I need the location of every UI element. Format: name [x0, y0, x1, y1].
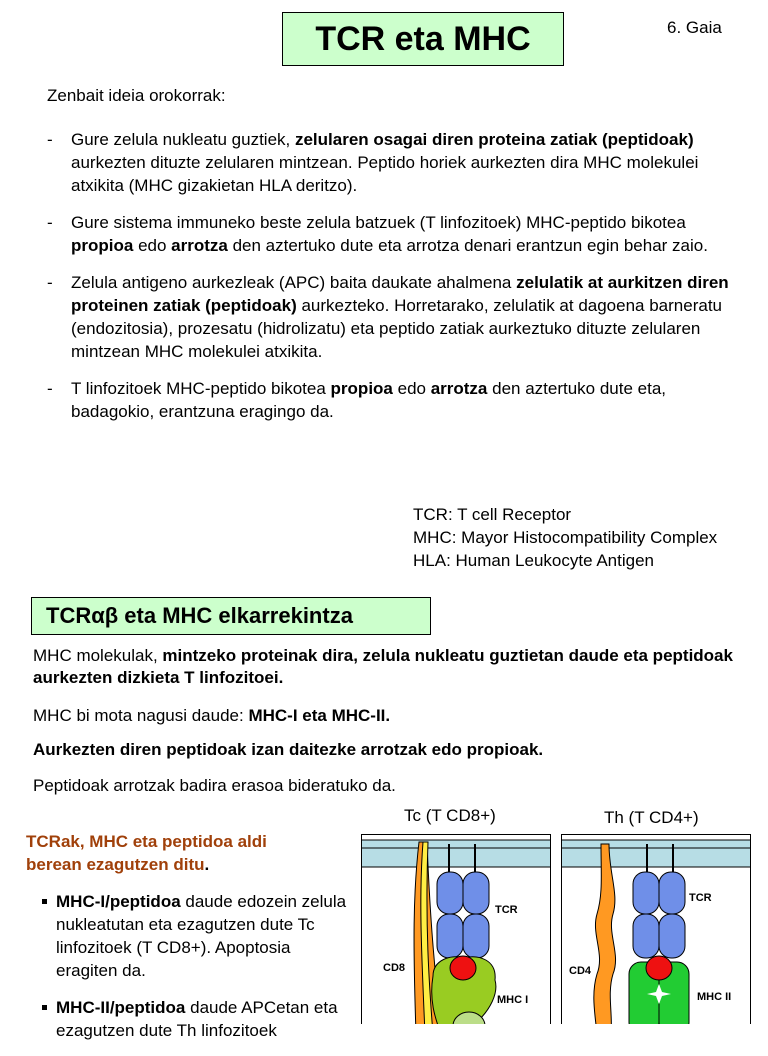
section-title: TCRαβ eta MHC elkarrekintza [31, 597, 431, 635]
recognition-heading-text: TCRak, MHC eta peptidoa aldi berean ezagutzen ditu [26, 832, 267, 874]
peptide [450, 956, 476, 980]
recognition-heading [26, 830, 326, 876]
recognition-list [40, 890, 350, 1056]
idea-item [47, 271, 747, 363]
idea-text-bold: propioa [330, 379, 393, 398]
tcr-label: TCR [495, 904, 518, 916]
idea-text: aurkezteko. Horretarako, zelulatik at dagoena barneratu (endozitosia), prozesatu (hidrolizatu) eta peptido zatiak aurkeztuko dituzte zelularen mintzean MHC molekulei atxikita. [71, 296, 722, 361]
paragraph-bold: MHC-I eta MHC-II. [248, 706, 391, 725]
paragraph-mhc-molecules [33, 645, 753, 689]
list-item-bold: MHC-II/peptidoa [56, 998, 186, 1017]
idea-text-bold: propioa [71, 236, 134, 255]
idea-item [47, 211, 747, 257]
list-item-text: daude edozein zelula nukleatutan eta ezagutzen dute Tc linfozitoek (T CD8+). Apoptosia eragiten da. [56, 892, 347, 980]
ideas-list [47, 128, 747, 437]
cell-membrane [562, 840, 751, 867]
list-item [40, 996, 350, 1042]
idea-text: aurkezten dituzte zelularen mintzean. Peptido horiek aurkezten dira MHC molekulei atxikita (MHC gizakietan HLA deritzo). [71, 153, 699, 195]
tcr-alpha-constant [633, 872, 659, 914]
tcr-beta-variable [659, 914, 685, 958]
idea-text-bold: arrotza [171, 236, 228, 255]
mhc2-label: MHC II [697, 991, 732, 1003]
chapter-label: 6. Gaia [667, 18, 722, 37]
idea-text: Gure sistema immuneko beste zelula batzuek (T linfozitoek) MHC-peptido bikotea [71, 213, 686, 232]
page-title: TCR eta MHC [282, 12, 564, 66]
idea-text: den aztertuko dute eta, badagokio, erantzuna eragingo da. [71, 379, 667, 421]
idea-text: edo [133, 236, 172, 255]
abbr-hla: HLA: Human Leukocyte Antigen [413, 551, 654, 570]
tcr-label: TCR [689, 892, 712, 904]
paragraph-bold: mintzeko proteinak dira, zelula nukleatu guztietan daude eta peptidoak aurkezten dizkieta T linfozitoei. [33, 646, 733, 687]
figure-title-th: Th (T CD4+) [604, 808, 699, 827]
mhc1-label: MHC I [497, 994, 529, 1006]
list-item-bold: MHC-I/peptidoa [56, 892, 181, 911]
idea-text: edo [392, 379, 431, 398]
abbr-tcr: TCR: T cell Receptor [413, 505, 572, 524]
tcr-beta-constant [463, 872, 489, 914]
paragraph-attack: Peptidoak arrotzak badira erasoa bideratuko da. [33, 776, 396, 795]
recognition-heading-dot: . [204, 855, 210, 874]
figure-title-tc: Tc (T CD8+) [404, 806, 496, 825]
cd8-label: CD8 [383, 962, 406, 974]
idea-text-bold: zelularen osagai diren proteina zatiak (peptidoak) [294, 130, 694, 149]
idea-text: T linfozitoek MHC-peptido bikotea [71, 379, 331, 398]
list-item [40, 890, 350, 982]
list-item-text: daude APCetan eta ezagutzen dute Th linfozitoek [56, 998, 338, 1040]
idea-text-bold: arrotza [430, 379, 488, 398]
paragraph-text: MHC bi mota nagusi daude: [33, 706, 249, 725]
tcr-beta-constant [659, 872, 685, 914]
paragraph-peptides: Aurkezten diren peptidoak izan daitezke arrotzak edo propioak. [33, 740, 544, 759]
idea-item [47, 128, 747, 197]
tcr-alpha-constant [437, 872, 463, 914]
peptide [646, 956, 672, 980]
abbr-mhc: MHC: Mayor Histocompatibility Complex [413, 528, 718, 547]
idea-text-bold: zelulatik at aurkitzen diren proteinen zatiak (peptidoak) [71, 273, 729, 315]
idea-text: den aztertuko dute eta arrotza denari erantzun egin behar zaio. [227, 236, 708, 255]
cd4-label: CD4 [569, 965, 592, 977]
idea-text: Gure zelula nukleatu guztiek, [71, 130, 295, 149]
tcr-alpha-variable [437, 914, 463, 958]
tcr-alpha-variable [633, 914, 659, 958]
cell-membrane [362, 840, 551, 867]
th-mhc2-diagram [561, 834, 751, 1024]
abbreviations [413, 503, 717, 572]
idea-text: Zelula antigeno aurkezleak (APC) baita daukate ahalmena [71, 273, 517, 292]
intro-text: Zenbait ideia orokorrak: [47, 86, 226, 105]
idea-item [47, 377, 747, 423]
tcr-beta-variable [463, 914, 489, 958]
paragraph-mhc-types [33, 705, 753, 727]
paragraph-text: MHC molekulak, [33, 646, 163, 665]
tc-mhc1-diagram [361, 834, 551, 1024]
